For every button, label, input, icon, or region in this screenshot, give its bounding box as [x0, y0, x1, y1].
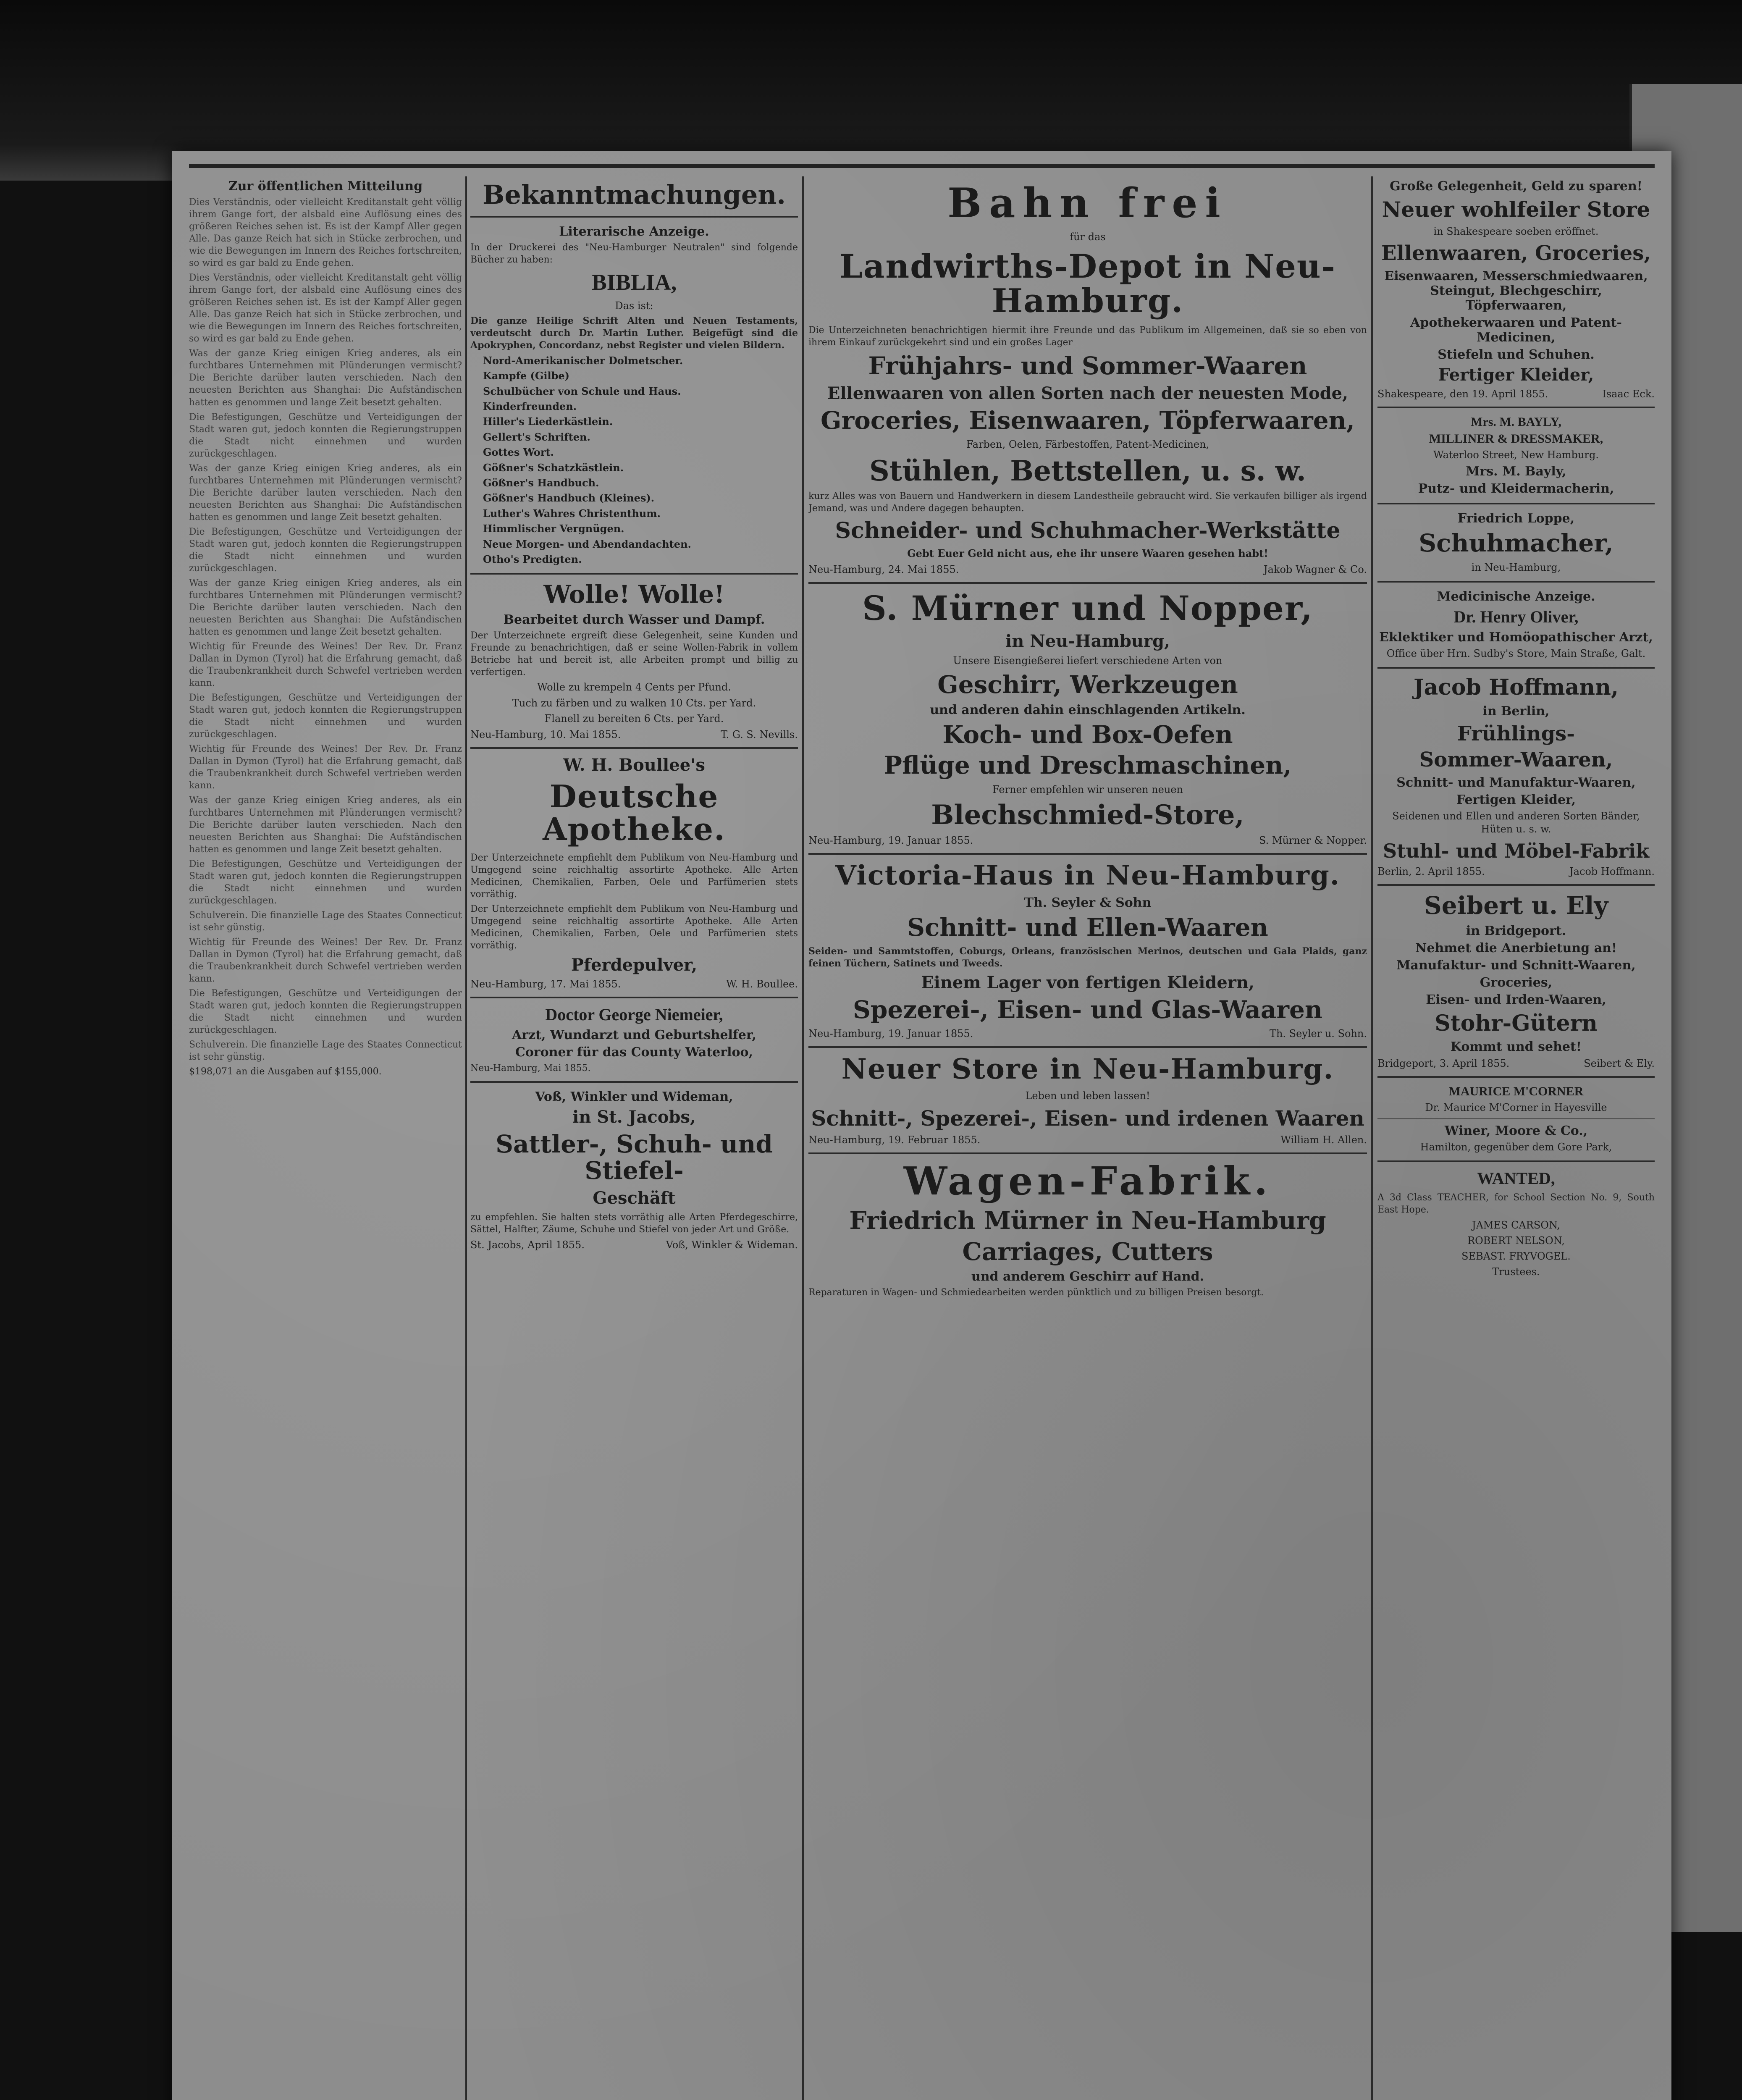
- depot-title: Landwirths-Depot in Neu-Hamburg.: [839, 247, 1336, 320]
- shake-fertige: Fertiger Kleider,: [1438, 365, 1594, 385]
- book-item: Otho's Predigten.: [483, 553, 582, 565]
- oliver-name: Dr. Henry Oliver,: [1453, 607, 1579, 627]
- news-paragraph: Was der ganze Krieg einigen Krieg anderes, als ein furchtbares Unternehmen mit Plünderungen vermischt? Die Berichte darüber lauten verschieden. Nach den neuesten Berichten aus Shanghai: Die Aufständischen hatten es genommen und lange Zeit besetzt gehalten.: [189, 578, 462, 638]
- wolle-text: Der Unterzeichnete ergreift diese Gelegenheit, seine Kunden und Freunde zu benachrichtigen, daß er seine Wollen-Fabrik in vollem Betriebe hat und bereit ist, alle Arbeiten prompt und billig zu verfertigen.: [470, 630, 798, 678]
- column-announcements: [470, 176, 798, 2100]
- victoria-text: Seiden- und Sammtstoffen, Coburgs, Orleans, französischen Merinos, deutschen und Gala Plaids, ganz feinen Tüchern, Satinets und Tweeds.: [808, 945, 1367, 969]
- news-paragraph: Die Befestigungen, Geschütze und Verteidigungen der Stadt waren gut, jedoch konnten die Regierungstruppen die Stadt nicht einnehmen und wurden zurückgeschlagen.: [189, 693, 462, 740]
- neuer-store-goods: Schnitt-, Spezerei-, Eisen- und irdenen Waaren: [811, 1106, 1364, 1131]
- news-paragraph: Dies Verständnis, oder vielleicht Kreditanstalt geht völlig ihrem Gange fort, der alsbald eine Auflösung eines des größeren Reiches sehen ist. Es ist der Kampf Aller gegen Alle. Das ganze Reich hat sich in Stücke zerbrochen, und wie die Bewegungen im Innern des Reiches fortschreiten, so wird es gar bald zu Ende gehen.: [189, 273, 462, 344]
- bayly-putz: Putz- und Kleidermacherin,: [1418, 481, 1614, 496]
- bahn-fuer: für das: [1070, 231, 1106, 243]
- maurice-name: MAURICE M'CORNER: [1448, 1084, 1584, 1099]
- victoria-kleider: Einem Lager von fertigen Kleidern,: [921, 972, 1254, 992]
- wagen-fabrik-title: Wagen-Fabrik.: [903, 1158, 1272, 1204]
- seibert-place: in Bridgeport.: [1466, 923, 1566, 938]
- biblia-sub: Das ist:: [615, 299, 653, 312]
- news-paragraph: Was der ganze Krieg einigen Krieg anderes, als ein furchtbares Unternehmen mit Plünderungen vermischt? Die Berichte darüber lauten verschieden. Nach den neuesten Berichten aus Shanghai: Die Aufständischen hatten es genommen und lange Zeit besetzt gehalten.: [189, 463, 462, 522]
- muerner-date: Neu-Hamburg, 19. Januar 1855.: [808, 834, 973, 846]
- shake-ellenwaaren: Ellenwaaren, Groceries,: [1381, 242, 1651, 265]
- column-rule: [1371, 176, 1373, 2100]
- column-advertisements-right: [1377, 176, 1655, 2100]
- wanted-text: A 3d Class TEACHER, for School Section No. 9, South East Hope.: [1377, 1192, 1655, 1215]
- newspaper-page: [172, 151, 1671, 2100]
- wolle-date: Neu-Hamburg, 10. Mai 1855.: [470, 728, 621, 740]
- neuer-store-shakespeare: Neuer wohlfeiler Store: [1382, 197, 1650, 222]
- book-item: Gößner's Handbuch (Kleines).: [483, 492, 655, 504]
- victoria-schnitt: Schnitt- und Ellen-Waaren: [907, 913, 1268, 942]
- shake-eisen: Eisenwaaren, Messerschmiedwaaren, Steingut, Blechgeschirr, Töpferwaaren,: [1384, 268, 1648, 313]
- muerner-signature: S. Mürner & Nopper.: [1259, 834, 1367, 846]
- amounts-line: $198,071 an die Ausgaben auf $155,000.: [189, 1066, 382, 1077]
- seibert-kommt: Kommt und sehet!: [1450, 1040, 1582, 1055]
- sattler-firm: Voß, Winkler und Wideman,: [535, 1089, 733, 1104]
- muerner-geschirr: Geschirr, Werkzeugen: [937, 670, 1238, 699]
- depot-ellen: Ellenwaaren von allen Sorten nach der neuesten Mode,: [827, 383, 1348, 403]
- trustee: ROBERT NELSON,: [1467, 1234, 1565, 1247]
- book-item: Gellert's Schriften.: [483, 430, 590, 443]
- trustee: JAMES CARSON,: [1472, 1219, 1561, 1231]
- depot-intro: Die Unterzeichneten benachrichtigen hiermit ihre Freunde und das Publikum im Allgemeinen, daß sie so eben von ihrem Einkauf zurückgekehrt sind und ein großes Lager: [808, 325, 1367, 348]
- literary-heading: Literarische Anzeige.: [559, 224, 709, 239]
- wagen-friedrich: Friedrich Mürner in Neu-Hamburg: [849, 1206, 1326, 1235]
- literary-intro: In der Druckerei des "Neu-Hamburger Neutralen" sind folgende Bücher zu haben:: [470, 242, 798, 265]
- wagen-carriages-sub: und anderem Geschirr auf Hand.: [971, 1269, 1204, 1284]
- neuer-store-motto: Leben und leben lassen!: [1025, 1089, 1150, 1102]
- book-item: Hiller's Liederkästlein.: [483, 415, 613, 428]
- book-item: Neue Morgen- und Abendandachten.: [483, 538, 691, 550]
- news-paragraph: Wichtig für Freunde des Weines! Der Rev. Dr. Franz Dallan in Dymon (Tyrol) hat die Erfahrung gemacht, daß die Traubenkrankheit durch Schwefel vertrieben werden kann.: [189, 641, 462, 689]
- apotheke-title: Deutsche Apotheke.: [543, 778, 726, 848]
- depot-schneider: Schneider- und Schuhmacher-Werkstätte: [835, 518, 1341, 544]
- bayly-milliner: MILLINER & DRESSMAKER,: [1429, 431, 1603, 446]
- victoria-firm: Th. Seyler & Sohn: [1024, 895, 1152, 910]
- column-rule: [465, 176, 467, 2100]
- oliver-text: Office über Hrn. Sudby's Store, Main Straße, Galt.: [1386, 648, 1646, 660]
- book-item: Nord-Amerikanischer Dolmetscher.: [483, 354, 683, 367]
- book-item: Luther's Wahres Christenthum.: [483, 507, 661, 520]
- muerner-title: S. Mürner und Nopper,: [862, 588, 1314, 628]
- doctor-sub: Arzt, Wundarzt und Geburtshelfer,: [512, 1027, 756, 1042]
- news-paragraph: Die Befestigungen, Geschütze und Verteidigungen der Stadt waren gut, jedoch konnten die Regierungstruppen die Stadt nicht einnehmen und wurden zurückgeschlagen.: [189, 988, 462, 1036]
- apotheke-text: Der Unterzeichnete empfiehlt dem Publikum von Neu-Hamburg und Umgegend seine reichhaltig assortirte Apotheke. Alle Arten Medicinen, Chemikalien, Farben, Oele und Parfümerien stets vorräthig.: [470, 853, 798, 900]
- book-item: Kinderfreunden.: [483, 400, 577, 413]
- grosse-gelegenheit: Große Gelegenheit, Geld zu sparen!: [1390, 179, 1642, 194]
- shake-stiefel: Stiefeln und Schuhen.: [1438, 347, 1595, 362]
- column-rule: [802, 176, 804, 2100]
- bayly-name-de: Mrs. M. Bayly,: [1466, 464, 1566, 479]
- oliver-sub: Eklektiker und Homöopathischer Arzt,: [1379, 630, 1653, 645]
- hoffmann-schnitt: Schnitt- und Manufaktur-Waaren,: [1396, 775, 1636, 790]
- apotheke-date: Neu-Hamburg, 17. Mai 1855.: [470, 978, 621, 990]
- wolle-price: Tuch zu färben und zu walken 10 Cts. per Yard.: [512, 697, 756, 709]
- column-news: [189, 176, 462, 2100]
- wolle-price: Flanell zu bereiten 6 Cts. per Yard.: [544, 712, 724, 724]
- wagen-carriages: Carriages, Cutters: [962, 1237, 1213, 1266]
- seibert-date: Bridgeport, 3. April 1855.: [1377, 1058, 1510, 1070]
- section-title: Bekanntmachungen.: [483, 179, 786, 210]
- blech-store: Blechschmied-Store,: [931, 799, 1244, 831]
- news-paragraph: Was der ganze Krieg einigen Krieg anderes, als ein furchtbares Unternehmen mit Plünderungen vermischt? Die Berichte darüber lauten verschieden. Nach den neuesten Berichten aus Shanghai: Die Aufständischen hatten es genommen und lange Zeit besetzt gehalten.: [189, 795, 462, 855]
- shake-date: Shakespeare, den 19. April 1855.: [1377, 388, 1548, 400]
- book-item: Gößner's Schatzkästlein.: [483, 461, 624, 474]
- doctor-title: Doctor George Niemeier,: [545, 1005, 723, 1024]
- winer-place: Hamilton, gegenüber dem Gore Park,: [1420, 1141, 1612, 1153]
- neuer-store-date: Neu-Hamburg, 19. Februar 1855.: [808, 1134, 981, 1146]
- muerner-intro: Unsere Eisengießerei liefert verschiedene Arten von: [953, 654, 1223, 667]
- victoria-title: Victoria-Haus in Neu-Hamburg.: [835, 859, 1341, 891]
- muerner-pfluege: Pflüge und Dreschmaschinen,: [884, 751, 1292, 780]
- hoffmann-date: Berlin, 2. April 1855.: [1377, 866, 1485, 878]
- wagen-text: Reparaturen in Wagen- und Schmiedearbeiten werden pünktlich und zu billigen Preisen besorgt.: [808, 1287, 1264, 1298]
- wanted-title: WANTED,: [1477, 1169, 1555, 1188]
- seibert-signature: Seibert & Ely.: [1584, 1058, 1655, 1070]
- victoria-date: Neu-Hamburg, 19. Januar 1855.: [808, 1027, 973, 1040]
- wolle-title: Wolle! Wolle!: [543, 580, 725, 609]
- apotheke-text: Der Unterzeichnete empfiehlt dem Publikum von Neu-Hamburg und Umgegend seine reichhaltig assortirte Apotheke. Alle Arten Medicinen, Chemikalien, Farben, Oele und Parfümerien stets vorräthig.: [470, 904, 798, 951]
- book-item: Himmlischer Vergnügen.: [483, 522, 624, 535]
- blech-intro: Ferner empfehlen wir unseren neuen: [992, 784, 1183, 796]
- muerner-kochofen: Koch- und Box-Oefen: [942, 720, 1233, 749]
- depot-farben: Farben, Oelen, Färbestoffen, Patent-Medicinen,: [966, 438, 1209, 451]
- sattler-title: Sattler-, Schuh- und Stiefel-: [496, 1129, 773, 1185]
- shakespeare-line: in Shakespeare soeben eröffnet.: [1433, 226, 1599, 237]
- news-paragraph: Dies Verständnis, oder vielleicht Kreditanstalt geht völlig ihrem Gange fort, der alsbald eine Auflösung eines des größeren Reiches sehen ist. Es ist der Kampf Aller gegen Alle. Das ganze Reich hat sich in Stücke zerbrochen, und wie die Bewegungen im Innern des Reiches fortschreiten, so wird es gar bald zu Ende gehen.: [189, 197, 462, 269]
- loppe-place: in Neu-Hamburg,: [1471, 561, 1561, 573]
- news-paragraph: Schulverein. Die finanzielle Lage des Staates Connecticut ist sehr günstig.: [189, 910, 462, 933]
- maurice-de: Dr. Maurice M'Corner in Hayesville: [1425, 1102, 1607, 1114]
- bayly-name: Mrs. M. BAYLY,: [1471, 415, 1561, 429]
- sattler-geschaeft: Geschäft: [593, 1188, 676, 1208]
- bayly-street: Waterloo Street, New Hamburg.: [1433, 449, 1599, 461]
- news-paragraph: Was der ganze Krieg einigen Krieg anderes, als ein furchtbares Unternehmen mit Plünderungen vermischt? Die Berichte darüber lauten verschieden. Nach den neuesten Berichten aus Shanghai: Die Aufständischen hatten es genommen und lange Zeit besetzt gehalten.: [189, 348, 462, 408]
- column-advertisements-main: [808, 176, 1367, 2100]
- shake-apotheker: Apothekerwaaren und Patent-Medicinen,: [1410, 315, 1622, 345]
- hoffmann-kleider: Fertigen Kleider,: [1456, 793, 1576, 808]
- neuer-store-title: Neuer Store in Neu-Hamburg.: [841, 1052, 1334, 1085]
- seibert-groceries: Groceries,: [1480, 975, 1553, 990]
- doctor-coroner: Coroner für das County Waterloo,: [515, 1045, 753, 1060]
- hoffmann-signature: Jacob Hoffmann.: [1569, 866, 1655, 878]
- seibert-manufaktur: Manufaktur- und Schnitt-Waaren,: [1396, 958, 1636, 973]
- winer-name: Winer, Moore & Co.,: [1444, 1124, 1588, 1139]
- depot-text: kurz Alles was von Bauern und Handwerkern in diesem Landestheile gebraucht wird. Sie verkaufen billiger als irgend Jemand, was und Andere dagegen behaupten.: [808, 491, 1367, 514]
- book-item: Kampfe (Gilbe): [483, 370, 570, 382]
- victoria-spezerei: Spezerei-, Eisen- und Glas-Waaren: [853, 995, 1323, 1024]
- hoffmann-place: in Berlin,: [1482, 704, 1550, 719]
- depot-fruehjahr: Frühjahrs- und Sommer-Waaren: [868, 351, 1307, 380]
- apotheke-signature: W. H. Boullee.: [726, 978, 798, 990]
- hoffmann-sommer: Sommer-Waaren,: [1419, 748, 1613, 772]
- news-paragraph: Die Befestigungen, Geschütze und Verteidigungen der Stadt waren gut, jedoch konnten die Regierungstruppen die Stadt nicht einnehmen und wurden zurückgeschlagen.: [189, 412, 462, 459]
- depot-stuehlen: Stühlen, Bettstellen, u. s. w.: [869, 454, 1306, 487]
- depot-groceries: Groceries, Eisenwaaren, Töpferwaaren,: [821, 406, 1355, 435]
- book-item: Schulbücher von Schule und Haus.: [483, 385, 681, 397]
- depot-date: Neu-Hamburg, 24. Mai 1855.: [808, 563, 959, 575]
- seibert-name: Seibert u. Ely: [1424, 891, 1608, 920]
- sattler-signature: Voß, Winkler & Wideman.: [666, 1239, 798, 1251]
- biblia-title: BIBLIA,: [591, 270, 677, 295]
- seibert-irden: Eisen- und Irden-Waaren,: [1426, 992, 1606, 1007]
- trustee: SEBAST. FRYVOGEL.: [1461, 1250, 1571, 1262]
- doctor-date: Neu-Hamburg, Mai 1855.: [470, 1063, 591, 1074]
- muerner-place: in Neu-Hamburg,: [1005, 631, 1170, 651]
- wolle-price: Wolle zu krempeln 4 Cents per Pfund.: [537, 681, 731, 693]
- book-item: Gottes Wort.: [483, 446, 554, 459]
- top-rule: [189, 164, 1655, 168]
- hoffmann-moebel: Stuhl- und Möbel-Fabrik: [1383, 839, 1650, 862]
- news-paragraph: Schulverein. Die finanzielle Lage des Staates Connecticut ist sehr günstig.: [189, 1040, 462, 1063]
- loppe-schuhmacher: Schuhmacher,: [1419, 529, 1613, 558]
- depot-signature: Jakob Wagner & Co.: [1264, 563, 1367, 575]
- victoria-signature: Th. Seyler u. Sohn.: [1269, 1027, 1367, 1040]
- news-paragraph: Die Befestigungen, Geschütze und Verteidigungen der Stadt waren gut, jedoch konnten die Regierungstruppen die Stadt nicht einnehmen und wurden zurückgeschlagen.: [189, 858, 462, 906]
- bahn-frei-title: Bahn frei: [947, 179, 1228, 227]
- news-heading: Zur öffentlichen Mitteilung: [228, 179, 423, 194]
- hoffmann-seiden: Seidenen und Ellen und anderen Sorten Bänder, Hüten u. s. w.: [1392, 810, 1640, 835]
- wolle-signature: T. G. S. Nevills.: [721, 728, 798, 740]
- news-paragraph: Wichtig für Freunde des Weines! Der Rev. Dr. Franz Dallan in Dymon (Tyrol) hat die Erfahrung gemacht, daß die Traubenkrankheit durch Schwefel vertrieben werden kann.: [189, 937, 462, 984]
- depot-nb: Gebt Euer Geld nicht aus, ehe ihr unsere Waaren gesehen habt!: [907, 547, 1268, 560]
- news-paragraph: Die Befestigungen, Geschütze und Verteidigungen der Stadt waren gut, jedoch konnten die Regierungstruppen die Stadt nicht einnehmen und wurden zurückgeschlagen.: [189, 526, 462, 574]
- book-item: Gößner's Handbuch.: [483, 477, 599, 489]
- neuer-store-signature: William H. Allen.: [1280, 1134, 1367, 1146]
- apotheke-owner: W. H. Boullee's: [563, 755, 705, 775]
- sattler-date: St. Jacobs, April 1855.: [470, 1239, 585, 1251]
- loppe-name: Friedrich Loppe,: [1457, 511, 1575, 526]
- muerner-artikeln: und anderen dahin einschlagenden Artikeln.: [930, 702, 1246, 717]
- biblia-text: Die ganze Heilige Schrift Alten und Neuen Testaments, verdeutscht durch Dr. Martin Luther. Beigefügt sind die Apokryphen, Concordanz, nebst Register und vielen Bildern.: [470, 315, 798, 351]
- hoffmann-fruehlings: Frühlings-: [1457, 722, 1575, 746]
- trustees-label: Trustees.: [1492, 1266, 1540, 1278]
- medizin-heading: Medicinische Anzeige.: [1437, 589, 1595, 604]
- seibert-nehmet: Nehmet die Anerbietung an!: [1415, 940, 1617, 956]
- hoffmann-name: Jacob Hoffmann,: [1413, 675, 1619, 701]
- seibert-stohr: Stohr-Gütern: [1435, 1010, 1598, 1036]
- news-paragraph: Wichtig für Freunde des Weines! Der Rev. Dr. Franz Dallan in Dymon (Tyrol) hat die Erfahrung gemacht, daß die Traubenkrankheit durch Schwefel vertrieben werden kann.: [189, 744, 462, 791]
- sattler-place: in St. Jacobs,: [572, 1107, 696, 1127]
- sattler-text: zu empfehlen. Sie halten stets vorräthig alle Arten Pferdegeschirre, Sättel, Halfter, Zäume, Schuhe und Stiefel von jeder Art und Größe.: [470, 1212, 798, 1235]
- apotheke-sub: Pferdepulver,: [571, 955, 698, 975]
- wolle-sub: Bearbeitet durch Wasser und Dampf.: [503, 612, 765, 627]
- shake-signature: Isaac Eck.: [1602, 388, 1655, 400]
